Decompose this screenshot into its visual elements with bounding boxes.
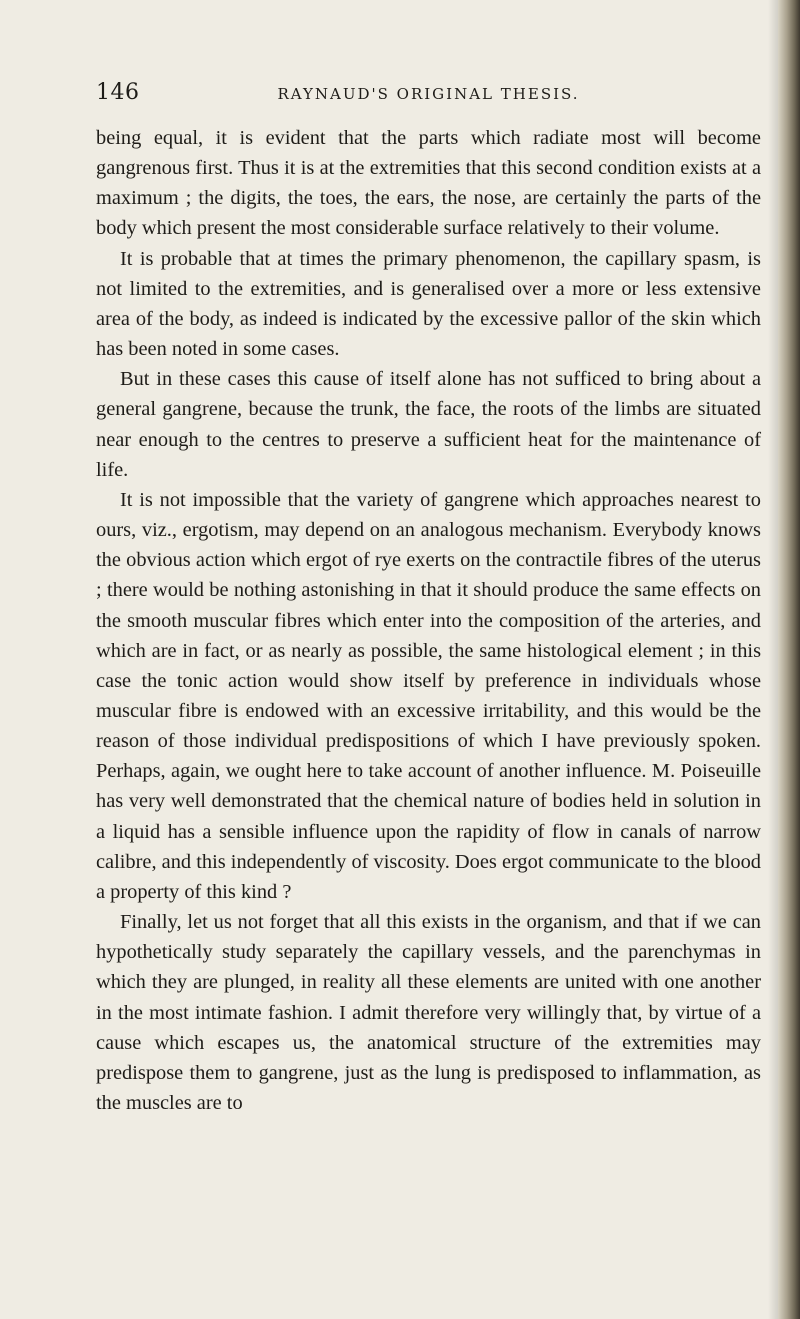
running-title: RAYNAUD'S ORIGINAL THESIS.: [277, 85, 580, 103]
page-edge-shadow: [768, 0, 778, 1319]
paragraph-4: It is not impossible that the variety of gangrene which approaches nearest to ours, viz., ergotism, may depend on an analogous mechanism. Everybody knows the obvious action which ergot of rye exerts on the contractile fibres of the uterus ; there would be nothing astonishing in that it should produce the same effects on the smooth muscular fibres which enter into the composition of the arteries, and which are in fact, or as nearly as possible, the same histological element ; in this case the tonic action would show itself by preference in individuals whose muscular fibre is endowed with an excessive irritability, and this would be the reason of those individual predispositions of which I have previously spoken. Perhaps, again, we ought here to take account of another influence. M. Poiseuille has very well demonstrated that the chemical nature of bodies held in solution in a liquid has a sensible influence upon the rapidity of flow in canals of narrow calibre, and this independently of viscosity. Does ergot communicate to the blood a property of this kind ?: [96, 488, 761, 903]
paragraph-3: But in these cases this cause of itself alone has not sufficed to bring about a general gangrene, because the trunk, the face, the roots of the limbs are situated near enough to the centres to preserve a sufficient heat for the maintenance of life.: [96, 368, 761, 481]
paragraph-5: Finally, let us not forget that all this exists in the organism, and that if we can hypothetically study separately the capillary vessels, and the parenchymas in which they are plunged, in reality all these elements are united with one another in the most intimate fashion. I admit therefore very willingly that, by virtue of a cause which escapes us, the anatomical structure of the extremities may predispose them to gangrene, just as the lung is predisposed to inflammation, as the muscles are to: [96, 911, 761, 1114]
running-head: [96, 80, 761, 110]
page-number: 146: [96, 80, 140, 105]
body-text: [96, 123, 761, 1118]
page-edge: [778, 0, 800, 1319]
paragraph-1: being equal, it is evident that the parts which radiate most will become gangrenous first. Thus it is at the extremities that this second condition exists at a maximum ; the digits, the toes, the ears, the nose, are certainly the parts of the body which present the most considerable surface relatively to their volume.: [96, 127, 761, 240]
paragraph-2: It is probable that at times the primary phenomenon, the capillary spasm, is not limited to the extremities, and is generalised over a more or less extensive area of the body, as indeed is indicated by the excessive pallor of the skin which has been noted in some cases.: [96, 247, 761, 361]
